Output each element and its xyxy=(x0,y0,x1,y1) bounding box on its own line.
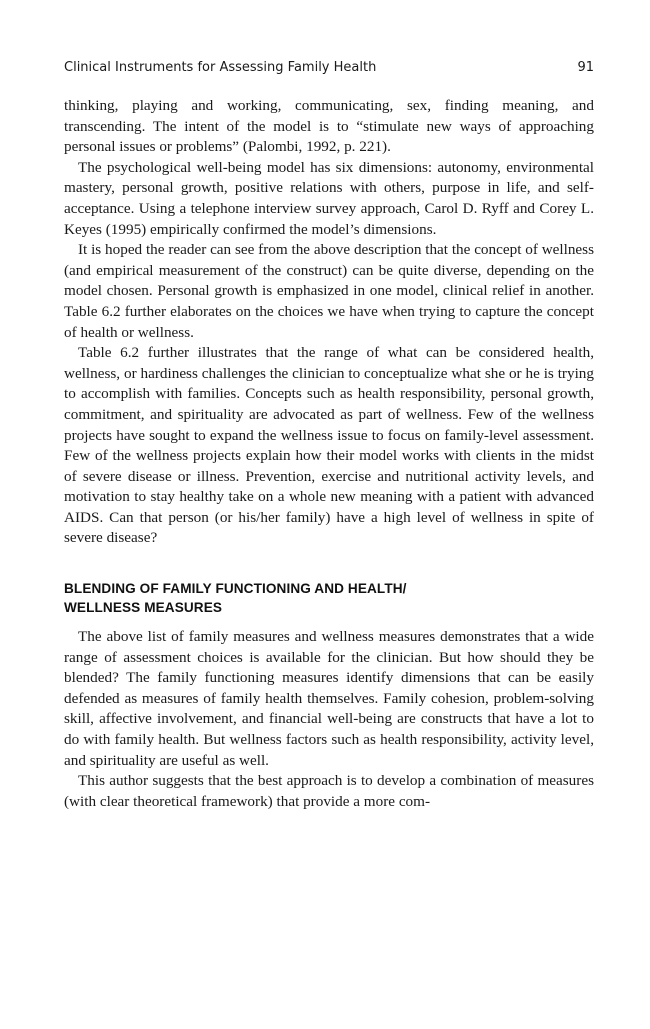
paragraph: This author suggests that the best approach is to develop a combination of measures (with clear theoretical framework) that provide a more com- xyxy=(64,772,594,810)
paragraph: thinking, playing and working, communicating, sex, finding meaning, and transcending. The intent of the model is to “stimulate new ways of approaching personal issues or problems” (Palombi, 1992, p. 221). xyxy=(64,97,594,156)
section-heading-line-2: WELLNESS MEASURES xyxy=(64,600,223,616)
body-text xyxy=(64,96,594,812)
section-heading-line-1: BLENDING OF FAMILY FUNCTIONING AND HEALTH/ xyxy=(64,581,407,597)
running-head xyxy=(64,60,594,80)
section-heading xyxy=(64,579,594,617)
paragraph: Table 6.2 further illustrates that the range of what can be considered health, wellness, or hardiness challenges the clinician to conceptualize what she or he is trying to accomplish with families. Concepts such as health responsibility, personal growth, commitment, and spirituality are advocated as part of wellness. Few of the wellness projects have sought to expand the wellness issue to focus on family-level assessment. Few of the wellness projects explain how their model works with clients in the midst of severe disease or illness. Prevention, exercise and nutritional activity levels, and motivation to stay healthy take on a whole new meaning with a patient with advanced AIDS. Can that person (or his/her family) have a high level of wellness in spite of severe disease? xyxy=(64,344,594,547)
running-head-title: Clinical Instruments for Assessing Family Health xyxy=(64,60,377,75)
page-number: 91 xyxy=(577,60,594,75)
paragraph: The psychological well-being model has six dimensions: autonomy, environmental mastery, personal growth, positive relations with others, purpose in life, and self-acceptance. Using a telephone interview survey approach, Carol D. Ryff and Corey L. Keyes (1995) empirically confirmed the model’s dimensions. xyxy=(64,158,594,238)
paragraph: The above list of family measures and wellness measures demonstrates that a wide range of assessment choices is available for the clinician. But how should they be blended? The family functioning measures identify dimensions that can be easily defended as measures of family health themselves. Family cohesion, problem-solving skill, affective involvement, and financial well-being are constructs that have a lot to do with family health. But wellness factors such as health responsibility, activity level, and spirituality are useful as well. xyxy=(64,628,594,769)
paragraph: It is hoped the reader can see from the above description that the concept of wellness (and empirical measurement of the construct) can be quite diverse, depending on the model chosen. Personal growth is emphasized in one model, clinical relief in another. Table 6.2 further elaborates on the choices we have when trying to capture the concept of health or wellness. xyxy=(64,241,594,341)
